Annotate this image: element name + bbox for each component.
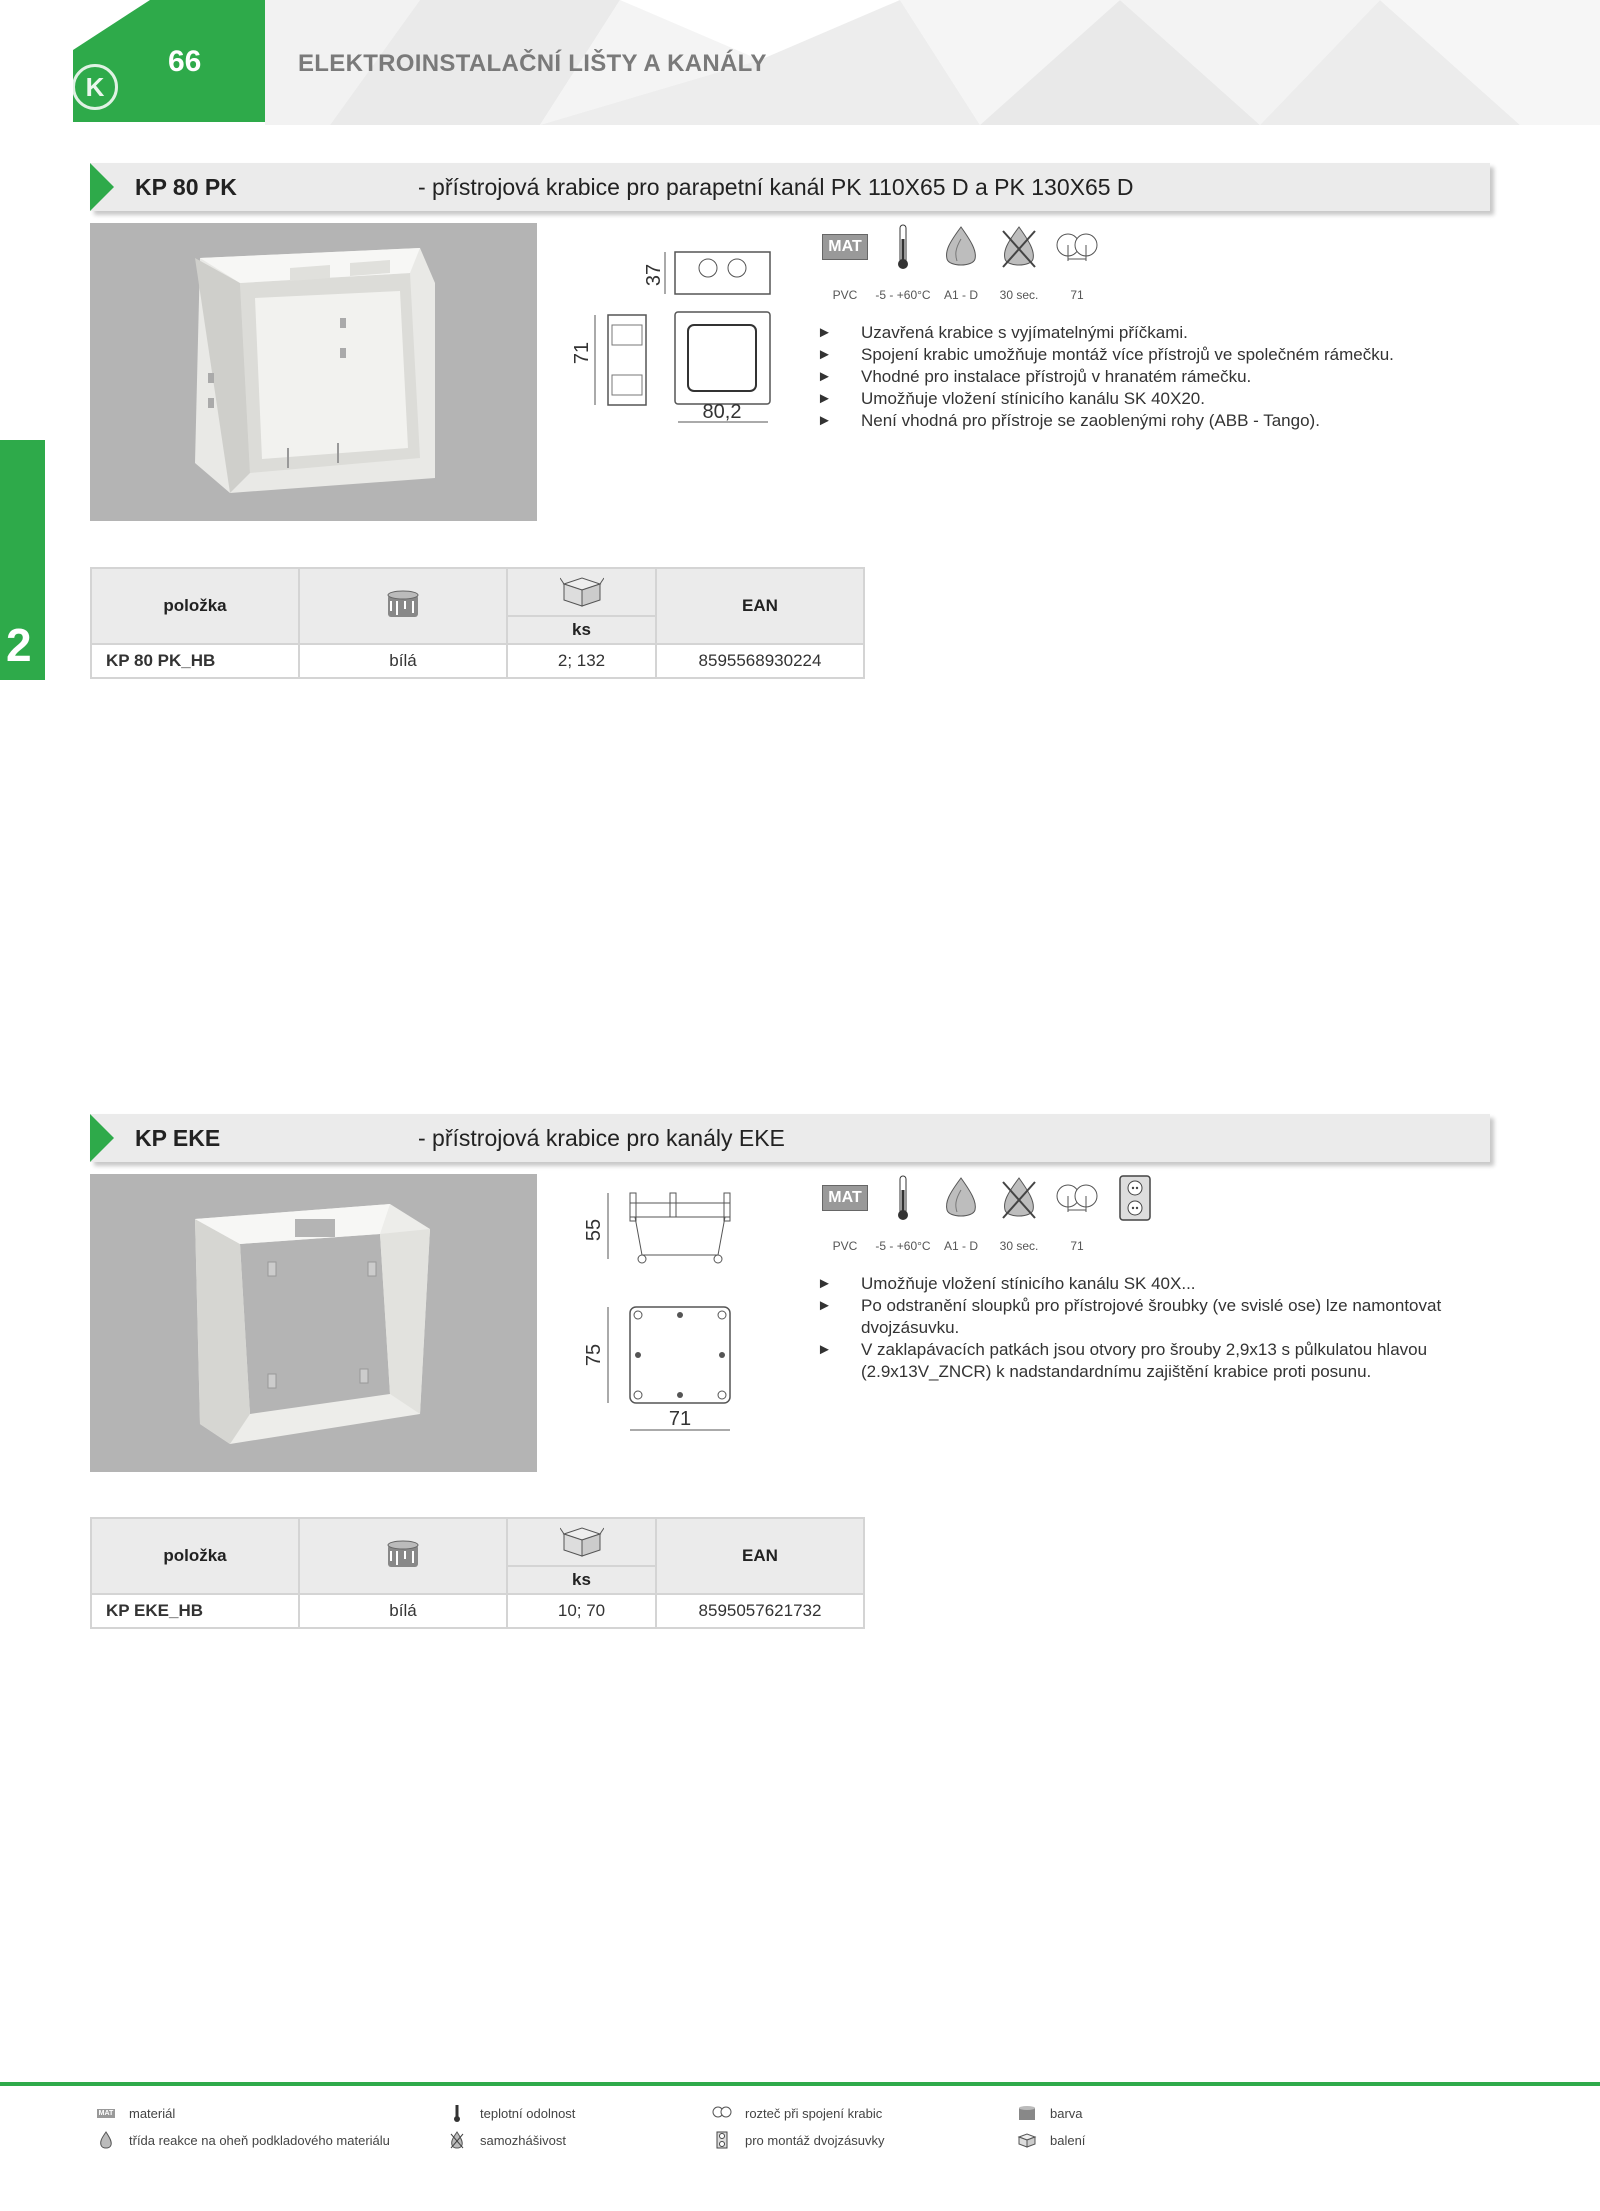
col-header-ean: EAN (656, 1518, 864, 1594)
cell-color: bílá (299, 644, 507, 678)
mat-icon: MAT (816, 1173, 874, 1223)
spec-self-extinguish: 30 sec. (999, 288, 1039, 302)
spec-pitch: 71 (1070, 288, 1084, 302)
product-code: KP 80 PK (135, 174, 237, 200)
package-icon (507, 568, 656, 616)
feature-item: ► V zaklapávacích patkách jsou otvory pro šrouby 2,9x13 s půlkulatou hlavou (2.9x13V_ZNCR) k nadstandardnímu zajištění krabice proti posunu. (817, 1340, 1428, 1381)
legend-item: barva (1016, 2104, 1083, 2122)
package-icon (1016, 2131, 1038, 2149)
cell-ks: 10; 70 (507, 1594, 656, 1628)
brand-logo-icon: K (72, 64, 118, 110)
pitch-icon (1048, 1173, 1106, 1223)
spec-material: PVC (832, 288, 858, 302)
header-background (0, 0, 1600, 125)
feature-item: ► Umožňuje vložení stínicího kanálu SK 40X... (817, 1274, 1196, 1293)
technical-drawing (560, 230, 780, 430)
dimension-side: 71 (571, 341, 593, 365)
col-header-ean: EAN (656, 568, 864, 644)
product-header-bar (90, 1114, 1490, 1162)
pitch-icon (711, 2104, 733, 2122)
product-photo (90, 223, 537, 521)
flame-icon (95, 2131, 117, 2149)
spec-temperature: -5 - +60°C (875, 1239, 931, 1253)
table-row (91, 1594, 864, 1628)
product-description: - přístrojová krabice pro parapetní kanál PK 110X65 D a PK 130X65 D (418, 174, 1134, 200)
page-title: ELEKTROINSTALAČNÍ LIŠTY A KANÁLY (298, 50, 767, 77)
mat-icon: MAT (98, 2109, 114, 2117)
table-row (91, 644, 864, 678)
self-extinguish-icon (990, 222, 1048, 272)
thermometer-icon (874, 222, 932, 272)
spec-material: PVC (832, 1239, 858, 1253)
col-header-item: položka (91, 568, 299, 644)
legend-item: samozhášivost (446, 2131, 566, 2149)
package-icon (507, 1518, 656, 1566)
feature-item: ► Vhodné pro instalace přístrojů v hranatém rámečku. (817, 367, 1252, 386)
spec-fire-class: A1 - D (943, 288, 978, 302)
cell-ks: 2; 132 (507, 644, 656, 678)
flame-icon (932, 1173, 990, 1223)
color-icon (1016, 2104, 1038, 2122)
technical-drawing (580, 1185, 750, 1445)
product-table (90, 1517, 865, 1629)
flame-icon (932, 222, 990, 272)
feature-list (817, 1273, 1491, 1383)
dimension-top: 37 (643, 263, 665, 287)
spec-values (816, 288, 1106, 302)
footer-divider (0, 2082, 1600, 2086)
spec-temperature: -5 - +60°C (875, 288, 931, 302)
color-icon (299, 568, 507, 644)
cell-item: KP 80 PK_HB (91, 644, 299, 678)
col-header-item: položka (91, 1518, 299, 1594)
double-socket-icon (711, 2131, 733, 2149)
feature-list (817, 322, 1491, 432)
spec-pitch: 71 (1070, 1239, 1084, 1253)
spec-self-extinguish: 30 sec. (999, 1239, 1039, 1253)
legend-item: MAT materiál (95, 2104, 175, 2122)
cell-ean: 8595057621732 (656, 1594, 864, 1628)
feature-item: ► Umožňuje vložení stínicího kanálu SK 40X20. (817, 389, 1205, 408)
double-socket-icon (1106, 1173, 1164, 1223)
legend-item: rozteč při spojení krabic (711, 2104, 882, 2122)
legend-item: teplotní odolnost (446, 2104, 575, 2122)
self-extinguish-icon (990, 1173, 1048, 1223)
legend-item: balení (1016, 2131, 1085, 2149)
feature-item: ► Není vhodná pro přístroje se zaoblenými rohy (ABB - Tango). (817, 411, 1320, 430)
product-photo (90, 1174, 537, 1472)
dimension-bottom: 80,2 (702, 401, 742, 423)
section-arrow-icon (90, 1114, 114, 1162)
dimension-top: 55 (583, 1218, 605, 1242)
thermometer-icon (446, 2104, 468, 2122)
color-icon (299, 1518, 507, 1594)
self-extinguish-icon (446, 2131, 468, 2149)
spec-icons (816, 222, 1106, 272)
pitch-icon (1048, 222, 1106, 272)
feature-item: ► Po odstranění sloupků pro přístrojové šroubky (ve svislé ose) lze namontovat dvojzásuvku. (817, 1296, 1442, 1337)
feature-item: ► Uzavřená krabice s vyjímatelnými příčkami. (817, 323, 1188, 342)
section-arrow-icon (90, 163, 114, 211)
dimension-side: 75 (583, 1343, 605, 1367)
spec-values (816, 1239, 1106, 1253)
thermometer-icon (874, 1173, 932, 1223)
spec-icons (816, 1173, 1164, 1223)
product-header-bar (90, 163, 1490, 211)
page-number: 66 (168, 45, 202, 78)
cell-color: bílá (299, 1594, 507, 1628)
product-table (90, 567, 865, 679)
cell-ean: 8595568930224 (656, 644, 864, 678)
dimension-bottom: 71 (668, 1408, 692, 1430)
col-header-ks: ks (507, 1566, 656, 1594)
product-code: KP EKE (135, 1125, 221, 1151)
cell-item: KP EKE_HB (91, 1594, 299, 1628)
mat-icon: MAT (816, 222, 874, 272)
spec-fire-class: A1 - D (943, 1239, 978, 1253)
col-header-ks: ks (507, 616, 656, 644)
header-polygon-pattern (0, 0, 1600, 125)
chapter-number: 2 (6, 619, 32, 671)
feature-item: ► Spojení krabic umožňuje montáž více přístrojů ve společném rámečku. (817, 345, 1394, 364)
product-description: - přístrojová krabice pro kanály EKE (418, 1125, 785, 1151)
legend-item: pro montáž dvojzásuvky (711, 2131, 884, 2149)
legend-item: třída reakce na oheň podkladového materiálu (95, 2131, 390, 2149)
